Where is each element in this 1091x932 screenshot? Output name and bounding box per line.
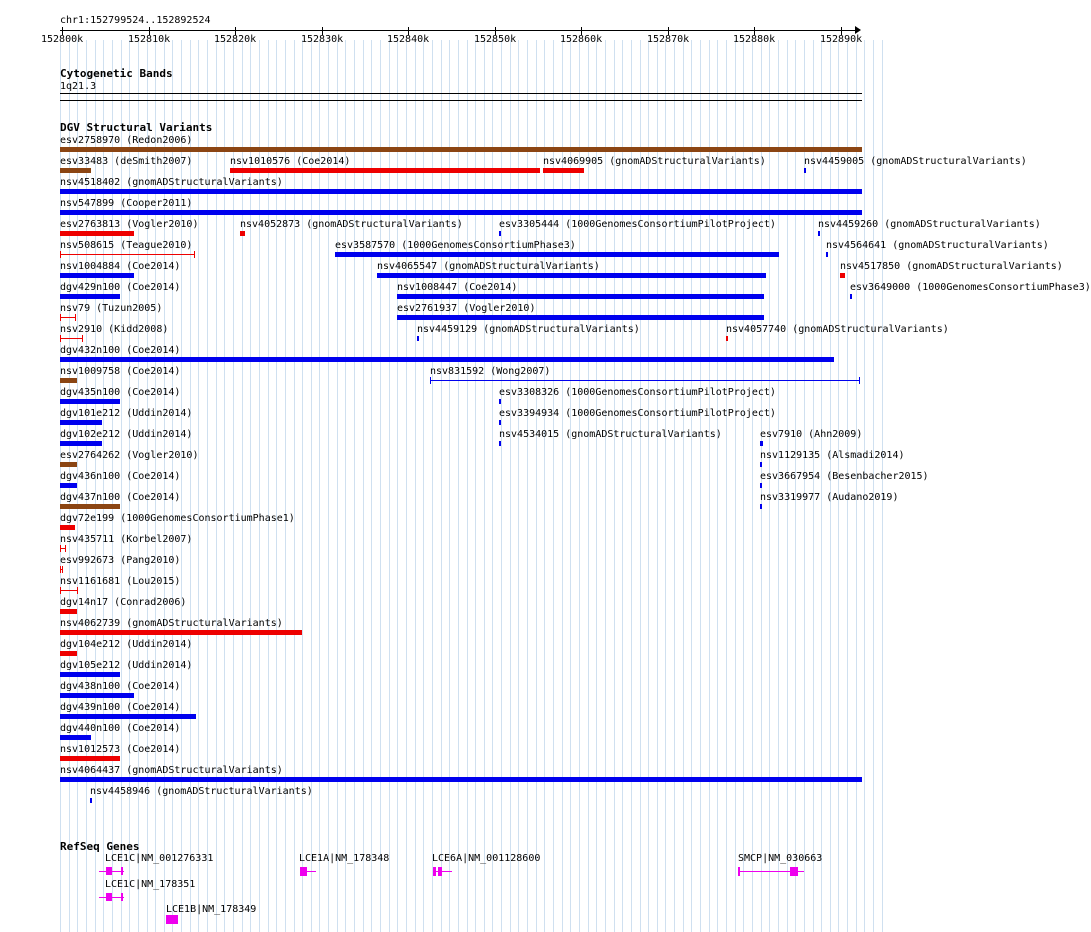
variant-label[interactable]: dgv72e199 (1000GenomesConsortiumPhase1): [60, 513, 295, 524]
variant-bar[interactable]: [499, 231, 501, 236]
variant-bar[interactable]: [60, 714, 196, 719]
variant-label[interactable]: dgv429n100 (Coe2014): [60, 282, 181, 293]
variant-bar[interactable]: [60, 693, 134, 698]
variant-label[interactable]: nsv435711 (Korbel2007): [60, 534, 193, 545]
variant-endcap: [430, 377, 431, 384]
ruler-tick-label: 152850k: [474, 34, 517, 45]
variant-label[interactable]: esv3649000 (1000GenomesConsortiumPhase3): [850, 282, 1091, 293]
variant-bar[interactable]: [499, 441, 501, 446]
gene-intron-line[interactable]: [798, 871, 804, 872]
variant-bar[interactable]: [240, 231, 245, 236]
gene-intron-line[interactable]: [436, 871, 452, 872]
variant-bar[interactable]: [60, 756, 120, 761]
variant-label[interactable]: dgv104e212 (Uddin2014): [60, 639, 193, 650]
variant-bar[interactable]: [230, 168, 540, 173]
variant-label[interactable]: dgv105e212 (Uddin2014): [60, 660, 193, 671]
variant-bar[interactable]: [60, 231, 134, 236]
variant-label[interactable]: esv2764262 (Vogler2010): [60, 450, 199, 461]
variant-bar[interactable]: [726, 336, 728, 341]
ruler-arrow-icon: [855, 26, 861, 34]
variant-label[interactable]: dgv102e212 (Uddin2014): [60, 429, 193, 440]
ruler-tick-label: 152820k: [214, 34, 257, 45]
ruler-tick-label: 152840k: [387, 34, 430, 45]
variant-bar[interactable]: [60, 651, 77, 656]
variant-bar[interactable]: [60, 420, 102, 425]
variant-label[interactable]: nsv4517850 (gnomADStructuralVariants): [840, 261, 1063, 272]
variant-label[interactable]: nsv4052873 (gnomADStructuralVariants): [240, 219, 463, 230]
variant-bar[interactable]: [60, 672, 120, 677]
ruler-tick-label: 152880k: [733, 34, 776, 45]
variant-bar[interactable]: [60, 590, 78, 591]
variant-label[interactable]: nsv4459260 (gnomADStructuralVariants): [818, 219, 1041, 230]
variant-endcap: [77, 587, 78, 594]
variant-endcap: [65, 545, 66, 552]
variant-label[interactable]: esv3587570 (1000GenomesConsortiumPhase3): [335, 240, 576, 251]
variant-label[interactable]: nsv4057740 (gnomADStructuralVariants): [726, 324, 949, 335]
variant-label[interactable]: dgv438n100 (Coe2014): [60, 681, 181, 692]
variant-label[interactable]: nsv2910 (Kidd2008): [60, 324, 169, 335]
variant-endcap: [60, 251, 61, 258]
variant-bar[interactable]: [377, 273, 766, 278]
variant-label[interactable]: nsv4458946 (gnomADStructuralVariants): [90, 786, 313, 797]
variant-bar[interactable]: [818, 231, 820, 236]
variant-bar[interactable]: [850, 294, 852, 299]
variant-bar[interactable]: [60, 504, 120, 509]
variant-label[interactable]: nsv1010576 (Coe2014): [230, 156, 351, 167]
ruler-tick-label: 152870k: [647, 34, 690, 45]
variant-bar[interactable]: [826, 252, 828, 257]
variant-bar[interactable]: [760, 504, 762, 509]
variant-bar[interactable]: [60, 338, 83, 339]
gene-label[interactable]: LCE1B|NM_178349: [166, 904, 257, 915]
ruler-tick-label: 152890k: [820, 34, 863, 45]
variant-label[interactable]: nsv3319977 (Audano2019): [760, 492, 899, 503]
variant-label[interactable]: nsv547899 (Cooper2011): [60, 198, 193, 209]
gene-label[interactable]: SMCP|NM_030663: [738, 853, 823, 864]
variant-label[interactable]: dgv437n100 (Coe2014): [60, 492, 181, 503]
variant-endcap: [75, 314, 76, 321]
ruler-tick-label: 152800k: [41, 34, 84, 45]
refseq-track-title: RefSeq Genes: [60, 840, 140, 853]
variant-label[interactable]: dgv435n100 (Coe2014): [60, 387, 181, 398]
variant-endcap: [62, 566, 63, 573]
variant-label[interactable]: esv3394934 (1000GenomesConsortiumPilotProject): [499, 408, 776, 419]
variant-endcap: [60, 314, 61, 321]
variant-label[interactable]: esv3308326 (1000GenomesConsortiumPilotProject): [499, 387, 776, 398]
variant-endcap: [194, 251, 195, 258]
gene-label[interactable]: LCE1A|NM_178348: [299, 853, 390, 864]
variant-label[interactable]: nsv4065547 (gnomADStructuralVariants): [377, 261, 600, 272]
variant-bar[interactable]: [430, 380, 860, 381]
gene-label[interactable]: LCE1C|NM_001276331: [105, 853, 214, 864]
variant-endcap: [60, 566, 61, 573]
ruler-tick-label: 152830k: [301, 34, 344, 45]
variant-label[interactable]: nsv4062739 (gnomADStructuralVariants): [60, 618, 283, 629]
region-label: chr1:152799524..152892524: [60, 15, 211, 26]
gene-exon[interactable]: [106, 893, 112, 901]
variant-bar[interactable]: [397, 315, 764, 320]
variant-label[interactable]: nsv4459005 (gnomADStructuralVariants): [804, 156, 1027, 167]
variant-bar[interactable]: [760, 462, 762, 467]
variant-bar[interactable]: [60, 273, 134, 278]
variant-label[interactable]: esv2761937 (Vogler2010): [397, 303, 536, 314]
variant-bar[interactable]: [397, 294, 764, 299]
gene-exon[interactable]: [300, 867, 307, 876]
variant-bar[interactable]: [760, 441, 763, 446]
gene-intron-line[interactable]: [307, 871, 316, 872]
variant-label[interactable]: nsv1129135 (Alsmadi2014): [760, 450, 905, 461]
variant-endcap: [60, 545, 61, 552]
ruler-tick-label: 152810k: [128, 34, 171, 45]
variant-bar[interactable]: [60, 168, 91, 173]
variant-bar[interactable]: [760, 483, 762, 488]
variant-bar[interactable]: [60, 630, 302, 635]
variant-label[interactable]: dgv101e212 (Uddin2014): [60, 408, 193, 419]
variant-label[interactable]: esv33483 (deSmith2007): [60, 156, 193, 167]
cytoband-label: 1q21.3: [60, 81, 97, 92]
variant-label[interactable]: esv3667954 (Besenbacher2015): [760, 471, 929, 482]
variant-bar[interactable]: [60, 399, 120, 404]
gene-exon[interactable]: [166, 915, 178, 924]
variant-endcap: [82, 335, 83, 342]
variant-label[interactable]: nsv508615 (Teague2010): [60, 240, 193, 251]
variant-label[interactable]: esv992673 (Pang2010): [60, 555, 181, 566]
variant-bar[interactable]: [60, 609, 77, 614]
variant-label[interactable]: nsv4069905 (gnomADStructuralVariants): [543, 156, 766, 167]
variant-label[interactable]: nsv4459129 (gnomADStructuralVariants): [417, 324, 640, 335]
variant-bar[interactable]: [417, 336, 419, 341]
cytoband-border-top: [60, 93, 862, 94]
variant-label[interactable]: nsv4064437 (gnomADStructuralVariants): [60, 765, 283, 776]
variant-bar[interactable]: [499, 420, 501, 425]
variant-label[interactable]: esv2763813 (Vogler2010): [60, 219, 199, 230]
variant-bar[interactable]: [60, 462, 77, 467]
variant-label[interactable]: nsv1012573 (Coe2014): [60, 744, 181, 755]
cytoband-track-title: Cytogenetic Bands: [60, 67, 173, 80]
gene-label[interactable]: LCE1C|NM_178351: [105, 879, 196, 890]
gene-exon[interactable]: [790, 867, 798, 876]
variant-bar[interactable]: [499, 399, 501, 404]
gene-intron-line[interactable]: [740, 871, 790, 872]
variant-label[interactable]: nsv4518402 (gnomADStructuralVariants): [60, 177, 283, 188]
variant-label[interactable]: nsv831592 (Wong2007): [430, 366, 551, 377]
variant-label[interactable]: nsv1009758 (Coe2014): [60, 366, 181, 377]
variant-bar[interactable]: [90, 798, 92, 803]
ruler-line: [60, 30, 859, 31]
gene-label[interactable]: LCE6A|NM_001128600: [432, 853, 541, 864]
variant-label[interactable]: dgv439n100 (Coe2014): [60, 702, 181, 713]
variant-bar[interactable]: [60, 210, 862, 215]
variant-bar[interactable]: [60, 147, 862, 152]
variant-bar[interactable]: [543, 168, 584, 173]
gene-exon[interactable]: [121, 893, 123, 901]
variant-bar[interactable]: [60, 317, 76, 318]
variant-bar[interactable]: [60, 735, 91, 740]
variant-label[interactable]: nsv1161681 (Lou2015): [60, 576, 181, 587]
variant-label[interactable]: nsv1004884 (Coe2014): [60, 261, 181, 272]
variant-bar[interactable]: [60, 254, 195, 255]
variant-label[interactable]: nsv1008447 (Coe2014): [397, 282, 518, 293]
dgv-track-title: DGV Structural Variants: [60, 121, 213, 134]
variant-label[interactable]: esv7910 (Ahn2009): [760, 429, 863, 440]
cytoband-border-bottom: [60, 100, 862, 101]
variant-bar[interactable]: [60, 483, 77, 488]
variant-endcap: [859, 377, 860, 384]
ruler-tick-label: 152860k: [560, 34, 603, 45]
gene-exon[interactable]: [121, 867, 123, 875]
variant-label[interactable]: nsv79 (Tuzun2005): [60, 303, 163, 314]
variant-label[interactable]: esv3305444 (1000GenomesConsortiumPilotProject): [499, 219, 776, 230]
variant-bar[interactable]: [60, 357, 834, 362]
variant-label[interactable]: dgv436n100 (Coe2014): [60, 471, 181, 482]
variant-label[interactable]: dgv14n17 (Conrad2006): [60, 597, 187, 608]
variant-bar[interactable]: [60, 777, 862, 782]
variant-bar[interactable]: [60, 525, 75, 530]
variant-bar[interactable]: [804, 168, 806, 173]
variant-label[interactable]: nsv4564641 (gnomADStructuralVariants): [826, 240, 1049, 251]
variant-bar[interactable]: [60, 378, 77, 383]
variant-bar[interactable]: [60, 189, 862, 194]
variant-bar[interactable]: [60, 441, 102, 446]
gene-exon[interactable]: [106, 867, 112, 875]
variant-bar[interactable]: [335, 252, 779, 257]
variant-label[interactable]: dgv432n100 (Coe2014): [60, 345, 181, 356]
variant-endcap: [60, 587, 61, 594]
variant-label[interactable]: dgv440n100 (Coe2014): [60, 723, 181, 734]
variant-label[interactable]: nsv4534015 (gnomADStructuralVariants): [499, 429, 722, 440]
variant-endcap: [60, 335, 61, 342]
variant-bar[interactable]: [60, 294, 120, 299]
variant-bar[interactable]: [840, 273, 845, 278]
variant-label[interactable]: esv2758970 (Redon2006): [60, 135, 193, 146]
